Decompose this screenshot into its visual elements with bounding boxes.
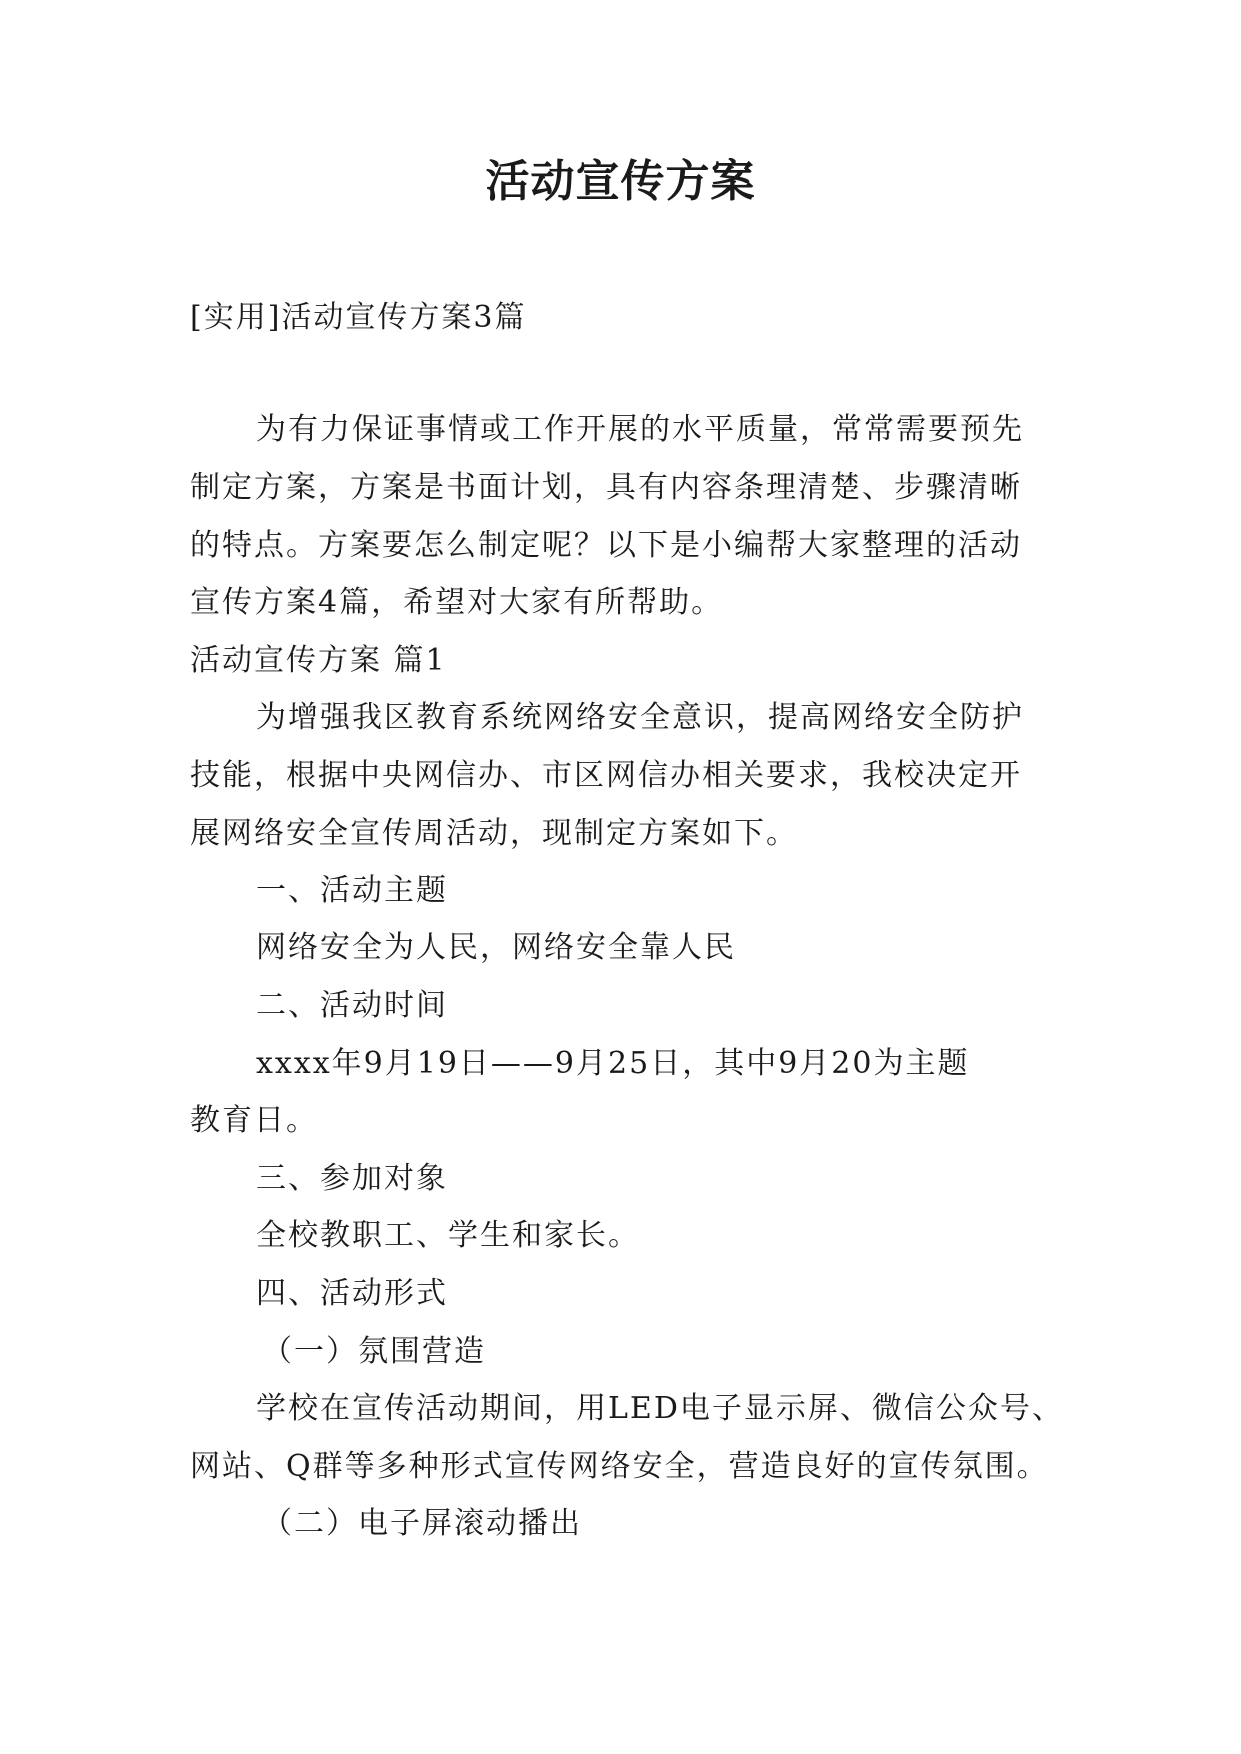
paragraph-line: 技能，根据中央网信办、市区网信办相关要求，我校决定开 (190, 758, 1022, 793)
paragraph-line: 宣传方案4篇，希望对大家有所帮助。 (190, 585, 724, 620)
subheading: （一）氛围营造 (262, 1334, 486, 1369)
document-subtitle: [实用]活动宣传方案3篇 (190, 300, 527, 335)
subheading: 四、活动形式 (256, 1276, 448, 1311)
paragraph-line: 网络安全为人民，网络安全靠人民 (256, 930, 736, 965)
paragraph-line: 展网络安全宣传周活动，现制定方案如下。 (190, 816, 798, 851)
paragraph-line: 为增强我区教育系统网络安全意识，提高网络安全防护 (256, 700, 1024, 735)
subheading: （二）电子屏滚动播出 (262, 1506, 582, 1541)
document-title: 活动宣传方案 (485, 156, 756, 207)
subheading: 二、活动时间 (256, 988, 448, 1023)
paragraph-line: 学校在宣传活动期间，用LED电子显示屏、微信公众号、 (256, 1391, 1064, 1426)
subheading: 三、参加对象 (256, 1161, 448, 1196)
paragraph-line: 的特点。方案要怎么制定呢？以下是小编帮大家整理的活动 (190, 528, 1022, 563)
paragraph-line: 教育日。 (190, 1103, 318, 1138)
section-heading: 活动宣传方案 篇1 (190, 643, 447, 678)
paragraph-line: 全校教职工、学生和家长。 (256, 1218, 640, 1253)
paragraph-line: xxxx年9月19日——9月25日，其中9月20为主题 (256, 1046, 970, 1081)
paragraph-line: 网站、Q群等多种形式宣传网络安全，营造良好的宣传氛围。 (190, 1449, 1049, 1484)
paragraph-line: 为有力保证事情或工作开展的水平质量，常常需要预先 (256, 412, 1024, 447)
paragraph-line: 制定方案，方案是书面计划，具有内容条理清楚、步骤清晰 (190, 470, 1022, 505)
subheading: 一、活动主题 (256, 873, 448, 908)
